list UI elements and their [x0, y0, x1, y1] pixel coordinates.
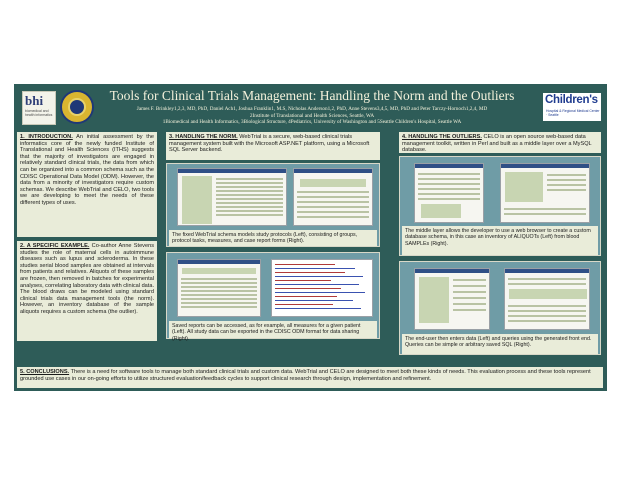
- bhi-logo-text: biomedical and health informatics: [25, 109, 53, 117]
- childrens-logo-text: Hospital & Regional Medical Center · Seattle: [546, 109, 600, 117]
- norm-figure-panel-2: [166, 252, 380, 342]
- celo-data-entry-screenshot: [414, 268, 490, 330]
- cdisc-odm-xml-screenshot: [271, 259, 373, 317]
- poster-title: Tools for Clinical Trials Management: Handling the Norm and the Outliers: [109, 88, 515, 103]
- childrens-logo-mark: Children's: [545, 94, 598, 106]
- authors-line-3: 1Biomedical and Health Informatics, 3Biological Structure, 4Pediatrics, University of Washington and 5Seattle Children's Hospital, Seattle WA: [162, 119, 462, 126]
- outliers-caption-1: The middle layer allows the developer to use a web browser to create a custom database schema, in this case an inventory of ALIQUOTs (Left) from blood SAMPLEs (Right).: [402, 226, 598, 255]
- webtrial-crf-screenshot: [293, 168, 373, 226]
- authors-line-2: 2Institute of Translational and Health Sciences, Seattle, WA: [249, 112, 375, 119]
- conclusions-heading: 5. CONCLUSIONS.: [20, 369, 70, 375]
- outliers-figure-panel-1: [399, 156, 601, 256]
- conclusions-section: [17, 367, 603, 388]
- webtrial-report-screenshot: [177, 259, 261, 317]
- poster: [14, 84, 607, 391]
- university-seal-icon: [60, 90, 94, 124]
- norm-caption-2: Saved reports can be accessed, as for example, all measures for a given patient (Left). All study data can be exported in the CDISC ODM format for data sharing (Right).: [169, 321, 377, 338]
- bhi-logo-mark: bhi: [25, 93, 44, 108]
- celo-query-screenshot: [504, 268, 590, 330]
- norm-section-intro: [166, 132, 380, 160]
- author-list: [102, 106, 522, 126]
- norm-figure-panel-1: [166, 163, 380, 247]
- authors-line-1: James F. Brinkley1,2,3, MD, PhD, Daniel Ach1, Joshua Franklin1, M.S, Nicholas Anderson1,2, PhD, Anne Stevens3,4,5, MD, PhD and Peter Tarczy-Hornoch1,2,4, MD: [136, 106, 488, 112]
- norm-caption-1: The fixed WebTrial schema models study protocols (Left), consisting of groups, protocol tasks, measures, and case report forms (Right).: [169, 230, 377, 246]
- norm-heading: 3. HANDLING THE NORM.: [169, 134, 238, 140]
- example-heading: 2. A SPECIFIC EXAMPLE.: [20, 243, 90, 249]
- webtrial-protocol-screenshot: [177, 168, 287, 226]
- example-body: Co-author Anne Stevens studies the role of maternal cells in autoimmune diseases such as lupus and scleroderma. In these studies serial blood samples are obtained at intervals from patients and relatives. Aliquots of these samples are frozen, then removed in batches for experimental analyses, correlating laboratory data with clinical data. The blood draws can be modeled using standard clinical trials data management tools (the norm). However, an inventory database of the sample aliquots requires a custom schema (the outlier).: [20, 243, 155, 315]
- outliers-figure-panel-2: [399, 261, 601, 355]
- outliers-section-intro: [399, 132, 601, 153]
- celo-schema-aliquot-screenshot: [414, 163, 484, 223]
- outliers-body: CELO is an open source web-based data management toolkit, written in Perl and built as a middle layer over a MySQL database.: [402, 134, 592, 154]
- conclusions-body: There is a need for software tools to manage both standard clinical trials and custom data. WebTrial and CELO are designed to meet both these kinds of needs. This evaluation process and these tools represent grounded use cases in our on-going efforts to utilize structured evaluation/feedback cycles to support clinical research through design, implementation and refinement.: [20, 369, 591, 382]
- example-section: [17, 241, 157, 341]
- intro-section: [17, 132, 157, 237]
- norm-body: WebTrial is a secure, web-based clinical trials management system built with the Microsoft ASP.NET platform, using a Microsoft SQL Server backend.: [169, 134, 370, 154]
- intro-body: An initial assessment by the informatics core of the newly funded Institute of Translational and Health Sciences (ITHS) suggests that the majority of investigators are engaged in relatively standard clinical trials, the data from which can be organized into a common schema such as the CDISC Operational Data Model (ODM). However, the data from a minority of investigators require custom schemas. We describe WebTrial and CELO, two tools we are developing to meet the needs of these different types of uses.: [20, 134, 154, 206]
- poster-header: [14, 84, 607, 130]
- bhi-logo: [22, 91, 56, 125]
- celo-schema-sample-screenshot: [500, 163, 590, 223]
- intro-heading: 1. INTRODUCTION.: [20, 134, 73, 140]
- outliers-caption-2: The end-user then enters data (Left) and queries using the generated front end. Queries can be simple or arbitrary saved SQL (Right).: [402, 334, 598, 354]
- outliers-heading: 4. HANDLING THE OUTLIERS.: [402, 134, 482, 140]
- childrens-hospital-logo: [543, 93, 601, 121]
